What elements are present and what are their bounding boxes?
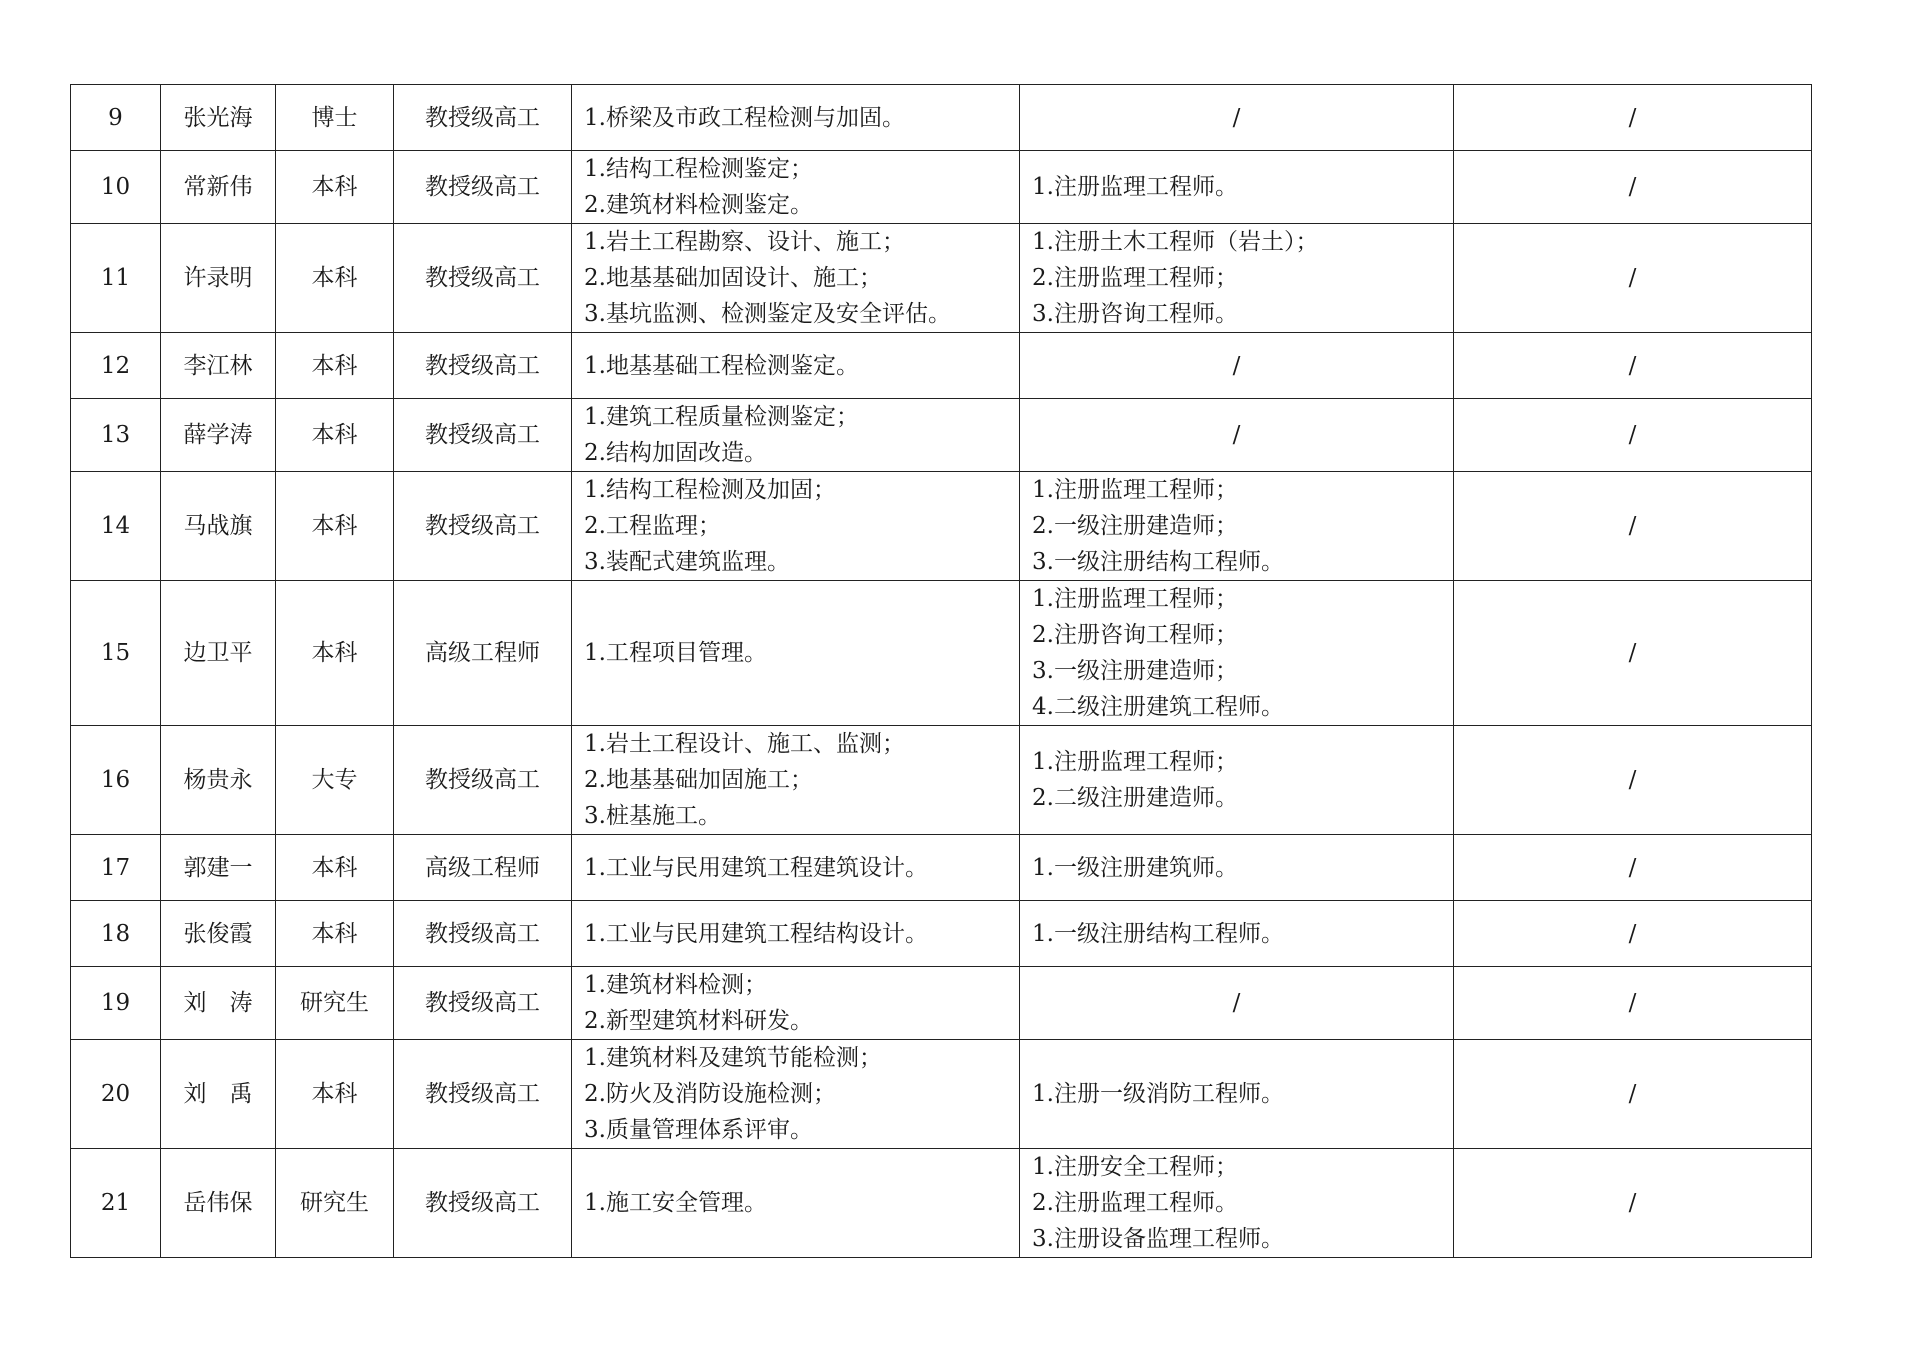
qualification-line: 1.注册一级消防工程师。 [1032,1081,1284,1107]
table-row [71,581,1812,726]
specialty-line: 1.岩土工程勘察、设计、施工； [584,229,905,255]
other-cell: / [1454,472,1812,581]
qualification-line: / [1232,990,1241,1016]
other-cell: / [1454,151,1812,224]
specialty-line: 3.基坑监测、检测鉴定及安全评估。 [584,301,951,327]
qualification-line: / [1232,352,1241,379]
qualification-line: 1.一级注册结构工程师。 [1032,920,1284,947]
name-cell: 常新伟 [161,151,276,224]
specialty-cell [572,726,1020,835]
qualification-line: 3.一级注册结构工程师。 [1032,549,1284,575]
education-cell: 研究生 [276,1149,394,1258]
qualification-line: 3.注册咨询工程师。 [1032,301,1238,327]
title-cell: 高级工程师 [394,581,572,726]
title-cell: 教授级高工 [394,1040,572,1149]
table-row [71,901,1812,967]
table-row [71,85,1812,151]
qualification-line: 1.一级注册建筑师。 [1032,854,1238,881]
specialty-line: 1.地基基础工程检测鉴定。 [584,352,859,379]
table-row [71,224,1812,333]
qualification-line: / [1232,104,1241,131]
qualification-cell [1020,726,1454,835]
title-cell: 教授级高工 [394,399,572,472]
qualification-line: 1.注册监理工程师。 [1032,174,1238,200]
qualification-cell [1020,835,1454,901]
specialty-line: 2.结构加固改造。 [584,440,767,466]
table-row [71,967,1812,1040]
qualification-line: 1.注册监理工程师； [1032,586,1238,612]
row-number-cell: 13 [71,399,161,472]
qualification-cell [1020,1040,1454,1149]
specialty-line: 1.桥梁及市政工程检测与加固。 [584,104,905,131]
table-row [71,472,1812,581]
table-row [71,399,1812,472]
other-cell: / [1454,85,1812,151]
specialty-line: 2.新型建筑材料研发。 [584,1008,813,1034]
qualification-cell [1020,901,1454,967]
row-number-cell: 19 [71,967,161,1040]
specialty-line: 1.建筑材料及建筑节能检测； [584,1045,882,1071]
other-cell: / [1454,726,1812,835]
row-number-cell: 15 [71,581,161,726]
name-cell: 许录明 [161,224,276,333]
qualification-line: 2.注册咨询工程师； [1032,622,1238,648]
row-number-cell: 18 [71,901,161,967]
qualification-line: 3.注册设备监理工程师。 [1032,1226,1284,1252]
specialty-line: 1.工程项目管理。 [584,640,767,666]
qualification-cell [1020,472,1454,581]
specialty-line: 2.地基基础加固设计、施工； [584,265,882,291]
education-cell: 本科 [276,472,394,581]
specialty-line: 2.建筑材料检测鉴定。 [584,192,813,218]
specialty-line: 1.工业与民用建筑工程结构设计。 [584,920,928,947]
row-number-cell: 21 [71,1149,161,1258]
other-cell: / [1454,399,1812,472]
qualification-cell [1020,85,1454,151]
qualification-line: 1.注册监理工程师； [1032,749,1238,775]
education-cell: 本科 [276,581,394,726]
education-cell: 研究生 [276,967,394,1040]
title-cell: 教授级高工 [394,85,572,151]
specialty-line: 1.施工安全管理。 [584,1190,767,1216]
specialty-line: 1.结构工程检测及加固； [584,477,836,503]
specialty-line: 2.防火及消防设施检测； [584,1081,836,1107]
title-cell: 教授级高工 [394,901,572,967]
name-cell: 李江林 [161,333,276,399]
specialty-cell [572,835,1020,901]
specialty-cell [572,901,1020,967]
table-body [71,85,1812,1258]
qualification-cell [1020,967,1454,1040]
specialty-line: 2.地基基础加固施工； [584,767,813,793]
specialty-cell [572,967,1020,1040]
specialty-line: 3.装配式建筑监理。 [584,549,790,575]
other-cell: / [1454,901,1812,967]
qualification-line: 2.注册监理工程师。 [1032,1190,1238,1216]
other-cell: / [1454,835,1812,901]
education-cell: 本科 [276,1040,394,1149]
qualification-line: 2.一级注册建造师； [1032,513,1238,539]
specialty-cell [572,333,1020,399]
education-cell: 本科 [276,901,394,967]
qualification-cell [1020,333,1454,399]
table-row [71,726,1812,835]
table-row [71,1149,1812,1258]
row-number-cell: 17 [71,835,161,901]
qualification-line: 3.一级注册建造师； [1032,658,1238,684]
title-cell: 教授级高工 [394,1149,572,1258]
title-cell: 教授级高工 [394,472,572,581]
qualification-line: 2.二级注册建造师。 [1032,785,1238,811]
name-cell: 刘 涛 [161,967,276,1040]
specialty-line: 1.工业与民用建筑工程建筑设计。 [584,854,928,881]
specialty-cell [572,581,1020,726]
table-row [71,151,1812,224]
qualification-cell [1020,1149,1454,1258]
specialty-line: 3.质量管理体系评审。 [584,1117,813,1143]
other-cell: / [1454,581,1812,726]
qualification-cell [1020,151,1454,224]
title-cell: 教授级高工 [394,151,572,224]
specialty-line: 2.工程监理； [584,513,721,539]
other-cell: / [1454,333,1812,399]
education-cell: 大专 [276,726,394,835]
row-number-cell: 10 [71,151,161,224]
name-cell: 薛学涛 [161,399,276,472]
qualification-line: 1.注册安全工程师； [1032,1154,1238,1180]
qualification-cell [1020,581,1454,726]
title-cell: 教授级高工 [394,224,572,333]
row-number-cell: 9 [71,85,161,151]
title-cell: 高级工程师 [394,835,572,901]
table-row [71,333,1812,399]
qualification-line: 1.注册土木工程师（岩土）； [1032,229,1319,255]
table-row [71,1040,1812,1149]
education-cell: 本科 [276,224,394,333]
education-cell: 本科 [276,333,394,399]
other-cell: / [1454,1040,1812,1149]
name-cell: 马战旗 [161,472,276,581]
qualification-line: 4.二级注册建筑工程师。 [1032,694,1284,720]
name-cell: 郭建一 [161,835,276,901]
name-cell: 边卫平 [161,581,276,726]
specialty-cell [572,1149,1020,1258]
title-cell: 教授级高工 [394,967,572,1040]
table-row [71,835,1812,901]
specialty-line: 3.桩基施工。 [584,803,721,829]
qualification-cell [1020,224,1454,333]
row-number-cell: 14 [71,472,161,581]
education-cell: 本科 [276,835,394,901]
specialty-line: 1.建筑工程质量检测鉴定； [584,404,859,430]
row-number-cell: 12 [71,333,161,399]
education-cell: 本科 [276,151,394,224]
name-cell: 杨贵永 [161,726,276,835]
specialty-line: 1.结构工程检测鉴定； [584,156,813,182]
title-cell: 教授级高工 [394,333,572,399]
specialty-cell [572,472,1020,581]
education-cell: 博士 [276,85,394,151]
row-number-cell: 20 [71,1040,161,1149]
name-cell: 刘 禹 [161,1040,276,1149]
specialty-cell [572,1040,1020,1149]
specialty-cell [572,85,1020,151]
name-cell: 张光海 [161,85,276,151]
specialty-cell [572,399,1020,472]
personnel-table [70,84,1812,1258]
qualification-line: 1.注册监理工程师； [1032,477,1238,503]
name-cell: 张俊霞 [161,901,276,967]
specialty-line: 1.建筑材料检测； [584,972,767,998]
specialty-line: 1.岩土工程设计、施工、监测； [584,731,905,757]
row-number-cell: 16 [71,726,161,835]
qualification-line: / [1232,422,1241,448]
name-cell: 岳伟保 [161,1149,276,1258]
specialty-cell [572,224,1020,333]
qualification-cell [1020,399,1454,472]
education-cell: 本科 [276,399,394,472]
specialty-cell [572,151,1020,224]
title-cell: 教授级高工 [394,726,572,835]
other-cell: / [1454,967,1812,1040]
row-number-cell: 11 [71,224,161,333]
qualification-line: 2.注册监理工程师； [1032,265,1238,291]
other-cell: / [1454,224,1812,333]
other-cell: / [1454,1149,1812,1258]
